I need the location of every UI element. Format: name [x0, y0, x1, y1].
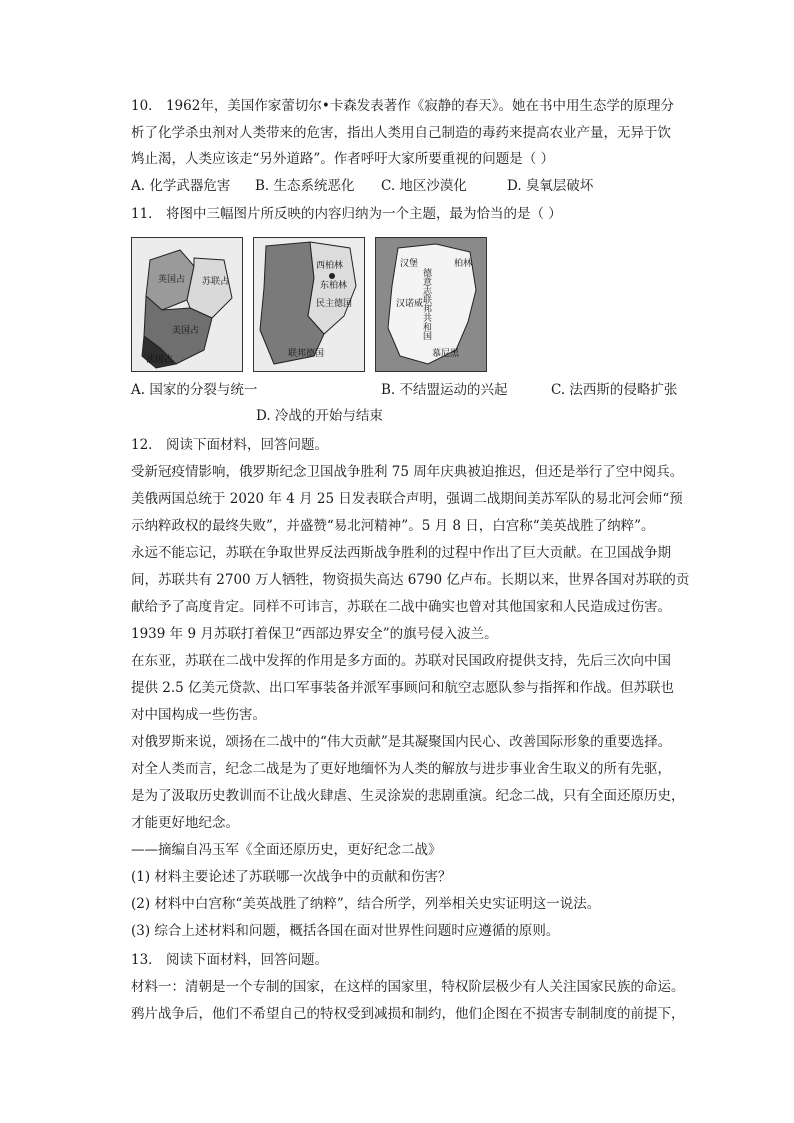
q12-para-line: 1939 年 9 月苏联打着保卫“西部边界安全”的旗号侵入波兰。 — [131, 626, 498, 642]
map-two-germanies — [253, 237, 365, 372]
q13-material-line: 鸦片战争后，他们不希望自己的特权受到减损和制约，他们企图在不损害专制制度的前提下， — [131, 1006, 685, 1022]
q12-para-line: 在东亚，苏联在二战中发挥的作用是多方面的。苏联对民国政府提供支持，先后三次向中国 — [131, 653, 671, 669]
map3-label-hamburg: 汉堡 — [400, 259, 419, 269]
q12-para-line: 献给予了高度肯定。同样不可讳言，苏联在二战中确实也曾对其他国家和人民造成过伤害。 — [131, 599, 671, 615]
map2-label-gdr: 民主德国 — [316, 299, 353, 309]
map1-label-british: 英国占 — [158, 275, 186, 285]
map2-label-west-berlin: 西柏林 — [316, 261, 344, 271]
q13-material-line: 材料一：清朝是一个专制的国家，在这样的国家里，特权阶层极少有人关注国家民族的命运。 — [131, 979, 685, 995]
q10-line-1: 10． 1962年，美国作家蕾切尔•卡森发表著作《寂静的春天》。她在书中用生态学的原理分 — [131, 98, 675, 114]
q12-para-line: 间，苏联共有 2700 万人牺牲，物资损失高达 6790 亿卢布。长期以来，世界各国对苏联的贡 — [131, 572, 690, 588]
q11-stem: 11． 将图中三幅图片所反映的内容归纳为一个主题，最为恰当的是（ ） — [131, 206, 562, 222]
q12-para-line: 才能更好地纪念。 — [131, 815, 239, 831]
q12-question-1: (1) 材料主要论述了苏联哪一次战争中的贡献和伤害？ — [131, 869, 452, 885]
map3-label-berlin: 柏林 — [454, 259, 473, 269]
q11-option-d: D. 冷战的开始与结束 — [256, 408, 383, 424]
q11-option-b: B. 不结盟运动的兴起 — [381, 382, 508, 398]
q12-question-3: (3) 综合上述材料和问题，概括各国在面对世界性问题时应遵循的原则。 — [131, 923, 560, 939]
map-unified-germany — [375, 237, 487, 372]
q12-para-line: 对俄罗斯来说，颂扬在二战中的“伟大贡献”是其凝聚国内民心、改善国际形象的重要选择。 — [131, 734, 672, 750]
map3-label-munich: 慕尼黑 — [432, 349, 460, 359]
q12-question-2: (2) 材料中白宫称“美英战胜了纳粹”，结合所学，列举相关史实证明这一说法。 — [131, 896, 601, 912]
q12-para-line: 受新冠疫情影响，俄罗斯纪念卫国战争胜利 75 周年庆典被迫推迟，但还是举行了空中阅兵。 — [131, 464, 684, 480]
q12-para-line: 提供 2.5 亿美元贷款、出口军事装备并派军事顾问和航空志愿队参与指挥和作战。但苏联也 — [131, 680, 675, 696]
map3-label-country: 德意志联邦共和国 — [421, 268, 431, 340]
map1-label-french: 法国占 — [146, 355, 174, 365]
map2-label-east-berlin: 东柏林 — [320, 281, 348, 291]
q10-option-b: B. 生态系统恶化 — [255, 178, 355, 194]
map1-label-american: 美国占 — [172, 326, 200, 336]
q11-map-figures — [131, 237, 491, 370]
q12-stem: 12． 阅读下面材料，回答问题。 — [131, 437, 328, 453]
q12-source: ——摘编自冯玉军《全面还原历史，更好纪念二战》 — [131, 842, 442, 858]
q12-para-line: 美俄两国总统于 2020 年 4 月 25 日发表联合声明，强调二战期间美苏军队的易北河会师“预 — [131, 491, 683, 507]
q11-option-c: C. 法西斯的侵略扩张 — [551, 382, 678, 398]
q12-para-line: 是为了汲取历史教训而不让战火肆虐、生灵涂炭的悲剧重演。纪念二战，只有全面还原历史， — [131, 788, 685, 804]
q10-option-c: C. 地区沙漠化 — [381, 178, 467, 194]
q12-para-line: 对全人类而言，纪念二战是为了更好地缅怀为人类的解放与进步事业舍生取义的所有先驱， — [131, 761, 671, 777]
q10-line-2: 析了化学杀虫剂对人类带来的危害，指出人类用自己制造的毒药来提高农业产量，无异于饮 — [131, 125, 671, 141]
map-occupation-zones — [131, 237, 243, 372]
q10-option-a: A. 化学武器危害 — [131, 178, 231, 194]
q11-option-a: A. 国家的分裂与统一 — [131, 382, 258, 398]
q12-para-line: 示纳粹政权的最终失败”，并盛赞“易北河精神”。5 月 8 日，白宫称“美英战胜了纳粹”。 — [131, 518, 655, 534]
q12-para-line: 对中国构成一些伤害。 — [131, 707, 266, 723]
map2-label-frg: 联邦德国 — [288, 349, 325, 359]
q12-para-line: 永远不能忘记，苏联在争取世界反法西斯战争胜利的过程中作出了巨大贡献。在卫国战争期 — [131, 545, 671, 561]
map3-label-hanover: 汉诺威 — [396, 299, 424, 309]
q10-line-3: 鸩止渴，人类应该走“另外道路”。作者呼吁大家所要重视的问题是（ ） — [131, 151, 555, 167]
q13-stem: 13． 阅读下面材料，回答问题。 — [131, 952, 328, 968]
map1-label-soviet: 苏联占 — [202, 277, 230, 287]
q10-option-d: D. 臭氧层破坏 — [507, 178, 594, 194]
